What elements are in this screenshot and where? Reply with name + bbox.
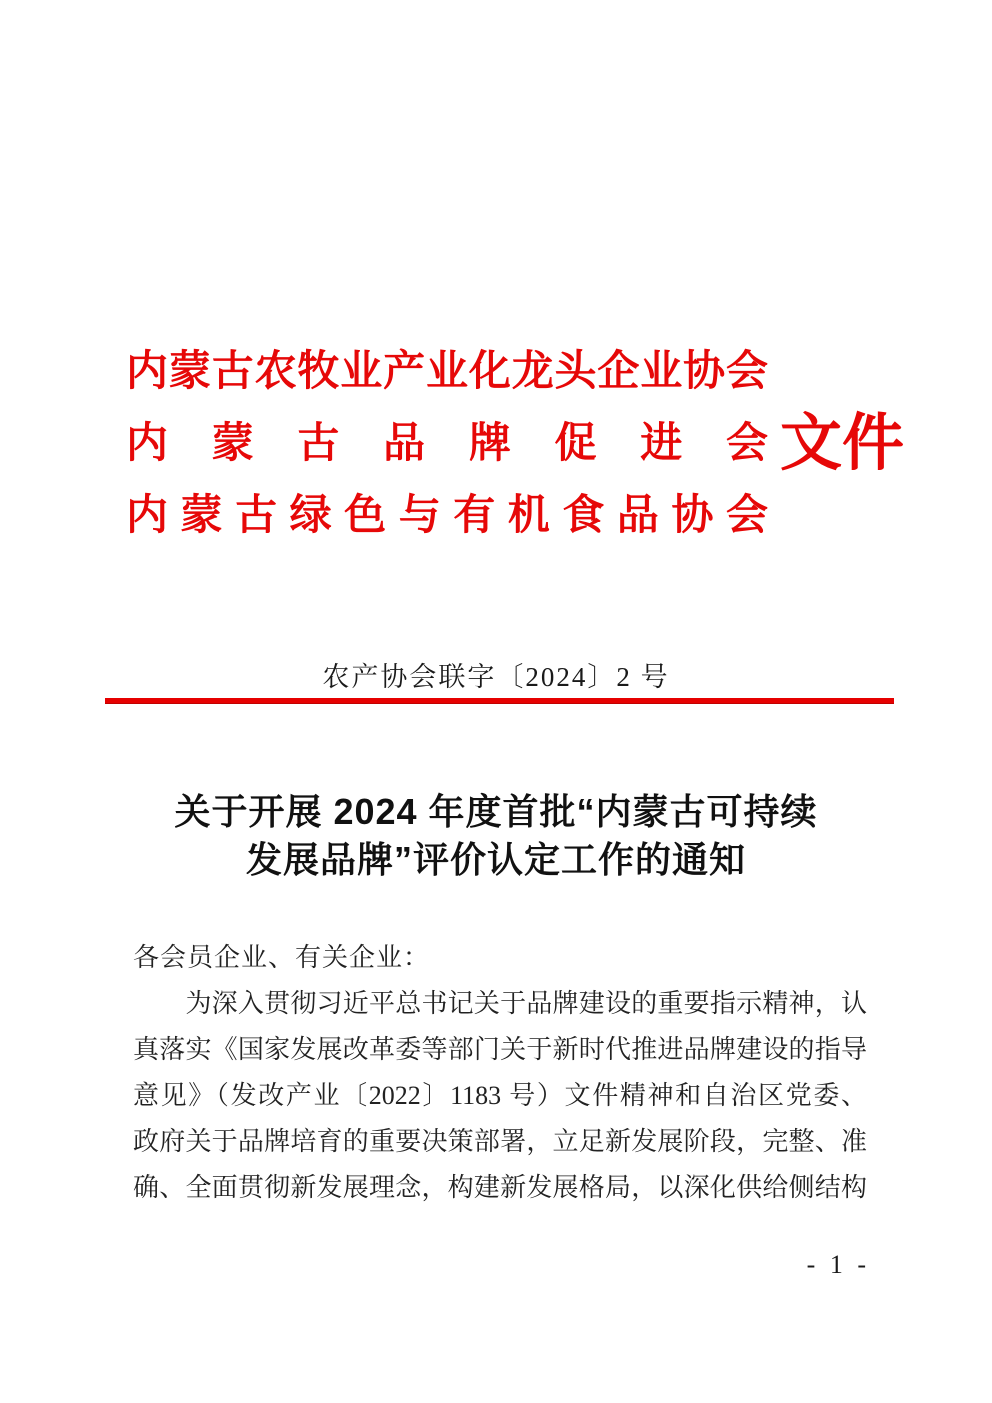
body-line-2: 真落实《国家发展改革委等部门关于新时代推进品牌建设的指导 — [133, 1035, 867, 1064]
salutation: 各会员企业、有关企业： — [133, 943, 431, 972]
page-number: - 1 - — [806, 1250, 870, 1279]
body-line-3: 意见》（发改产业〔2022〕1183 号）文件精神和自治区党委、 — [133, 1081, 867, 1110]
org-name-2: 内蒙古品牌促进会 — [126, 421, 768, 467]
org-name-1: 内蒙古农牧业产业化龙头企业协会 — [126, 349, 768, 395]
letterhead — [126, 336, 906, 552]
org-name-3: 内蒙古绿色与有机食品协会 — [126, 493, 768, 539]
doc-number: 农产协会联字〔2024〕2 号 — [322, 662, 670, 692]
body-line-4: 政府关于品牌培育的重要决策部署，立足新发展阶段，完整、准 — [133, 1127, 867, 1156]
notice-title-line-2: 发展品牌”评价认定工作的通知 — [245, 839, 746, 880]
body-line-1: 为深入贯彻习近平总书记关于品牌建设的重要指示精神，认 — [133, 989, 867, 1018]
body-line-5: 确、全面贯彻新发展理念，构建新发展格局，以深化供给侧结构 — [133, 1173, 867, 1202]
notice-title-line-1: 关于开展 2024 年度首批“内蒙古可持续 — [174, 791, 818, 832]
document-body — [133, 935, 867, 1211]
org-row — [126, 408, 906, 480]
red-divider — [105, 698, 894, 704]
notice-title — [0, 788, 992, 884]
wenjian-label: 文件 — [780, 410, 905, 478]
